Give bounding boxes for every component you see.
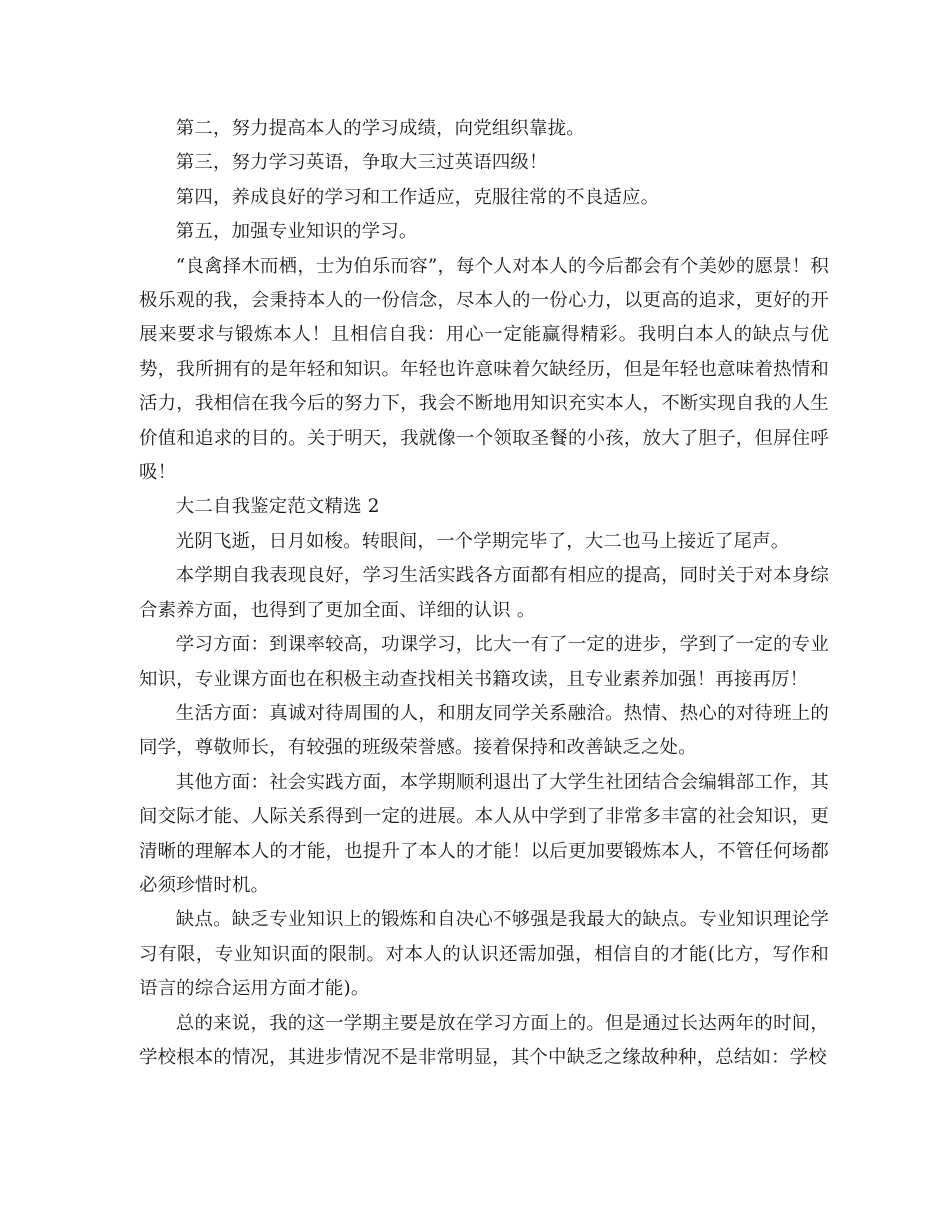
paragraph-other: 其他方面：社会实践方面，本学期顺利退出了大学生社团结合会编辑部工作，其间交际才能、人际关系得到一定的进展。本人从中学到了非常多丰富的社会知识，更清晰的理解本人的才能，也提升了本人的才能！以后更加要锻炼本人，不管任何场都必须珍惜时机。 <box>139 771 829 896</box>
paragraph-study: 学习方面：到课率较高，功课学习，比大一有了一定的进步，学到了一定的专业知识，专业课方面也在积极主动查找相关书籍攻读，且专业素养加强！再接再厉！ <box>139 634 829 690</box>
paragraph-weakness: 缺点。缺乏专业知识上的锻炼和自决心不够强是我最大的缺点。专业知识理论学习有限，专业知识面的限制。对本人的认识还需加强，相信自的才能(比方，写作和语言的综合运用方面才能)。 <box>139 909 829 1000</box>
section-heading: 大二自我鉴定范文精选 2 <box>175 496 380 518</box>
paragraph-goal-4: 第四，养成良好的学习和工作适应，克服往常的不良适应。 <box>175 186 660 208</box>
paragraph-goal-3: 第三，努力学习英语，争取大三过英语四级！ <box>175 152 548 174</box>
document-page <box>139 112 829 1075</box>
paragraph-summary: 总的来说，我的这一学期主要是放在学习方面上的。但是通过长达两年的时间，学校根本的情况，其进步情况不是非常明显，其个中缺乏之缘故种种，总结如：学校 <box>139 1012 829 1068</box>
paragraph-goal-2: 第二，努力提高本人的学习成绩，向党组织靠拢。 <box>175 118 585 139</box>
paragraph-self-performance: 本学期自我表现良好，学习生活实践各方面都有相应的提高，同时关于对本身综合素养方面，也得到了更加全面、详细的认识 。 <box>139 565 829 621</box>
paragraph-goal-5: 第五，加强专业知识的学习。 <box>175 221 418 243</box>
paragraph-aspiration: “良禽择木而栖，士为伯乐而容”，每个人对本人的今后都会有个美妙的愿景！积极乐观的我，会秉持本人的一份信念，尽本人的一份心力，以更高的追求，更好的开展来要求与锻炼本人！且相信自我：用心一定能赢得精彩。我明白本人的缺点与优势，我所拥有的是年轻和知识。年轻也许意味着欠缺经历，但是年轻也意味着热情和活力，我相信在我今后的努力下，我会不断地用知识充实本人，不断实现自我的人生价值和追求的目的。关于明天，我就像一个领取圣餐的小孩，放大了胆子，但屏住呼吸！ <box>139 255 829 484</box>
paragraph-intro: 光阴飞逝，日月如梭。转眼间，一个学期完毕了，大二也马上接近了尾声。 <box>175 530 790 552</box>
paragraph-life: 生活方面：真诚对待周围的人，和朋友同学关系融洽。热情、热心的对待班上的同学，尊敬师长，有较强的班级荣誉感。接着保持和改善缺乏之处。 <box>139 702 829 759</box>
